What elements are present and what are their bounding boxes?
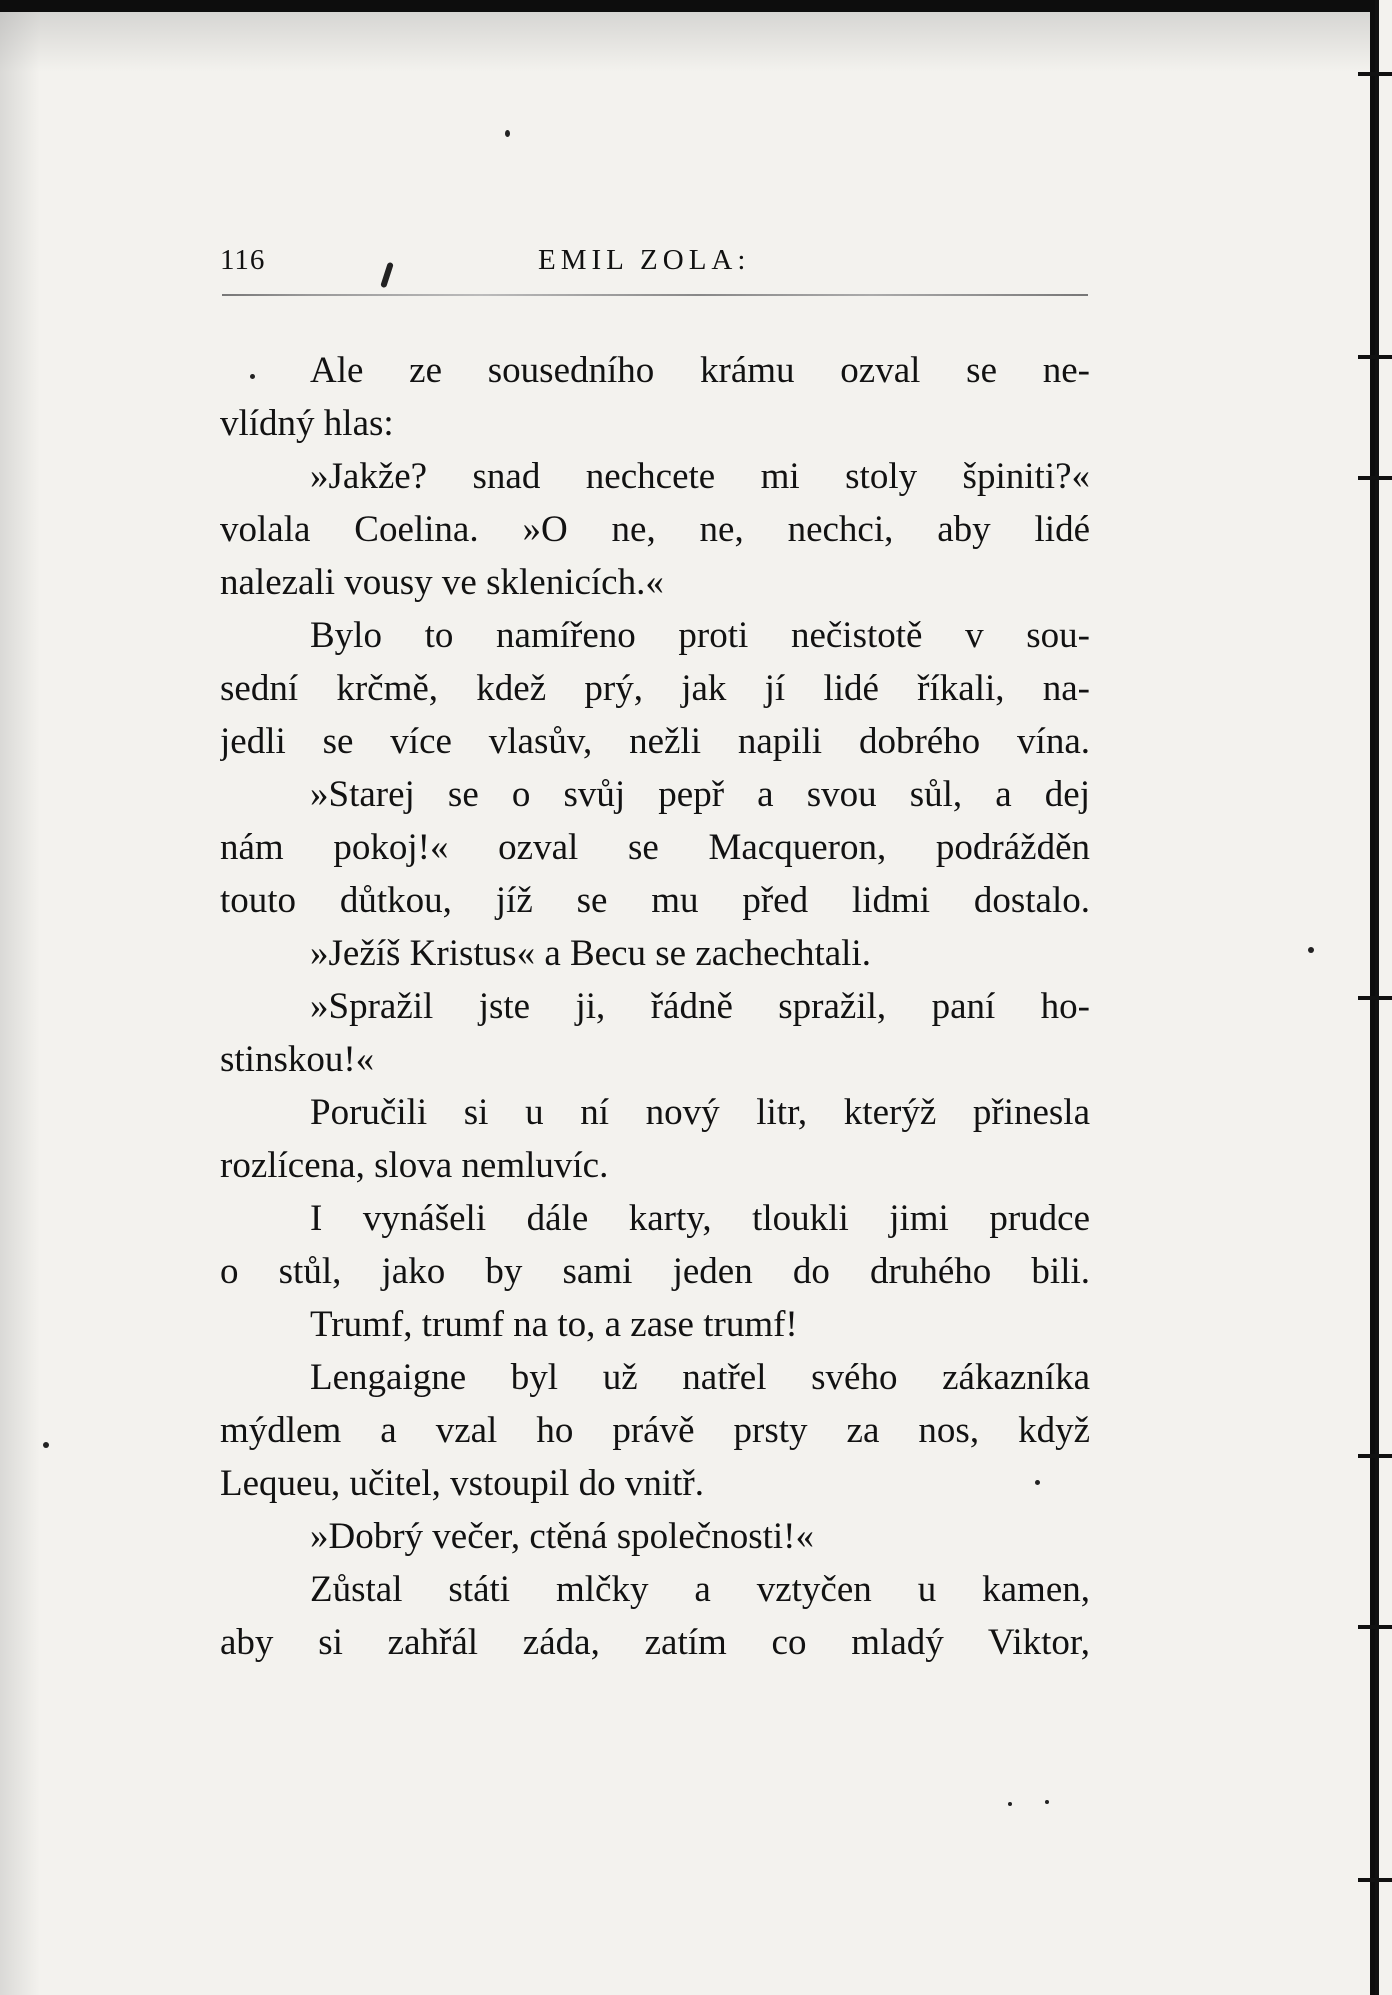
border-tick <box>1358 72 1392 76</box>
text-line: nám pokoj!« ozval se Macqueron, podrážděn <box>220 827 1090 868</box>
border-tick <box>1358 476 1392 480</box>
border-tick <box>1358 996 1392 1000</box>
text-line: nalezali vousy ve sklenicích.« <box>220 562 664 603</box>
header-rule <box>222 294 1088 296</box>
text-line: Poručili si u ní nový litr, kterýž přinesla <box>310 1092 1090 1133</box>
text-line: Bylo to namířeno proti nečistotě v sou- <box>310 615 1090 656</box>
speck-mark <box>1308 947 1314 953</box>
text-line: »Dobrý večer, ctěná společnosti!« <box>310 1516 814 1557</box>
speck-mark <box>43 1442 49 1448</box>
border-tick <box>1358 1625 1392 1629</box>
text-line: Lengaigne byl už natřel svého zákazníka <box>310 1357 1090 1398</box>
page-number: 116 <box>220 244 266 276</box>
text-line: Ale ze sousedního krámu ozval se ne- <box>310 350 1090 391</box>
text-line: Zůstal státi mlčky a vztyčen u kamen, <box>310 1569 1090 1610</box>
body-text <box>220 344 1090 1669</box>
border-tick <box>1358 1454 1392 1458</box>
text-line: stinskou!« <box>220 1039 375 1080</box>
text-line: »Jakže? snad nechcete mi stoly špiniti?« <box>310 456 1090 497</box>
text-line: sední krčmě, kdež prý, jak jí lidé říkali, na- <box>220 668 1090 709</box>
border-tick <box>1358 1878 1392 1882</box>
speck-mark <box>505 130 510 137</box>
text-line: vlídný hlas: <box>220 403 394 444</box>
running-header <box>220 244 1090 280</box>
text-line: Lequeu, učitel, vstoupil do vnitř. <box>220 1463 704 1504</box>
text-line: Trumf, trumf na to, a zase trumf! <box>310 1304 798 1345</box>
text-line: mýdlem a vzal ho právě prsty za nos, když <box>220 1410 1090 1451</box>
text-line: I vynášeli dále karty, tloukli jimi prudce <box>310 1198 1090 1239</box>
text-line: aby si zahřál záda, zatím co mladý Viktor, <box>220 1622 1090 1663</box>
book-page <box>0 12 1370 1995</box>
text-line: jedli se více vlasův, nežli napili dobrého vína. <box>220 721 1090 762</box>
text-line: »Ježíš Kristus« a Becu se zachechtali. <box>310 933 871 974</box>
border-tick <box>1358 355 1392 359</box>
text-line: rozlícena, slova nemluvíc. <box>220 1145 609 1186</box>
scan-shadow-top <box>0 12 1370 72</box>
text-line: »Starej se o svůj pepř a svou sůl, a dej <box>310 774 1090 815</box>
speck-mark <box>1008 1802 1012 1806</box>
text-line: touto důtkou, jíž se mu před lidmi dostalo. <box>220 880 1090 921</box>
header-title: EMIL ZOLA: <box>538 244 751 276</box>
text-line: »Spražil jste ji, řádně spražil, paní ho- <box>310 986 1090 1027</box>
text-line: o stůl, jako by sami jeden do druhého bili. <box>220 1251 1090 1292</box>
scan-shadow-left <box>0 12 40 1995</box>
text-line: volala Coelina. »O ne, ne, nechci, aby lidé <box>220 509 1090 550</box>
speck-mark <box>1045 1800 1049 1804</box>
